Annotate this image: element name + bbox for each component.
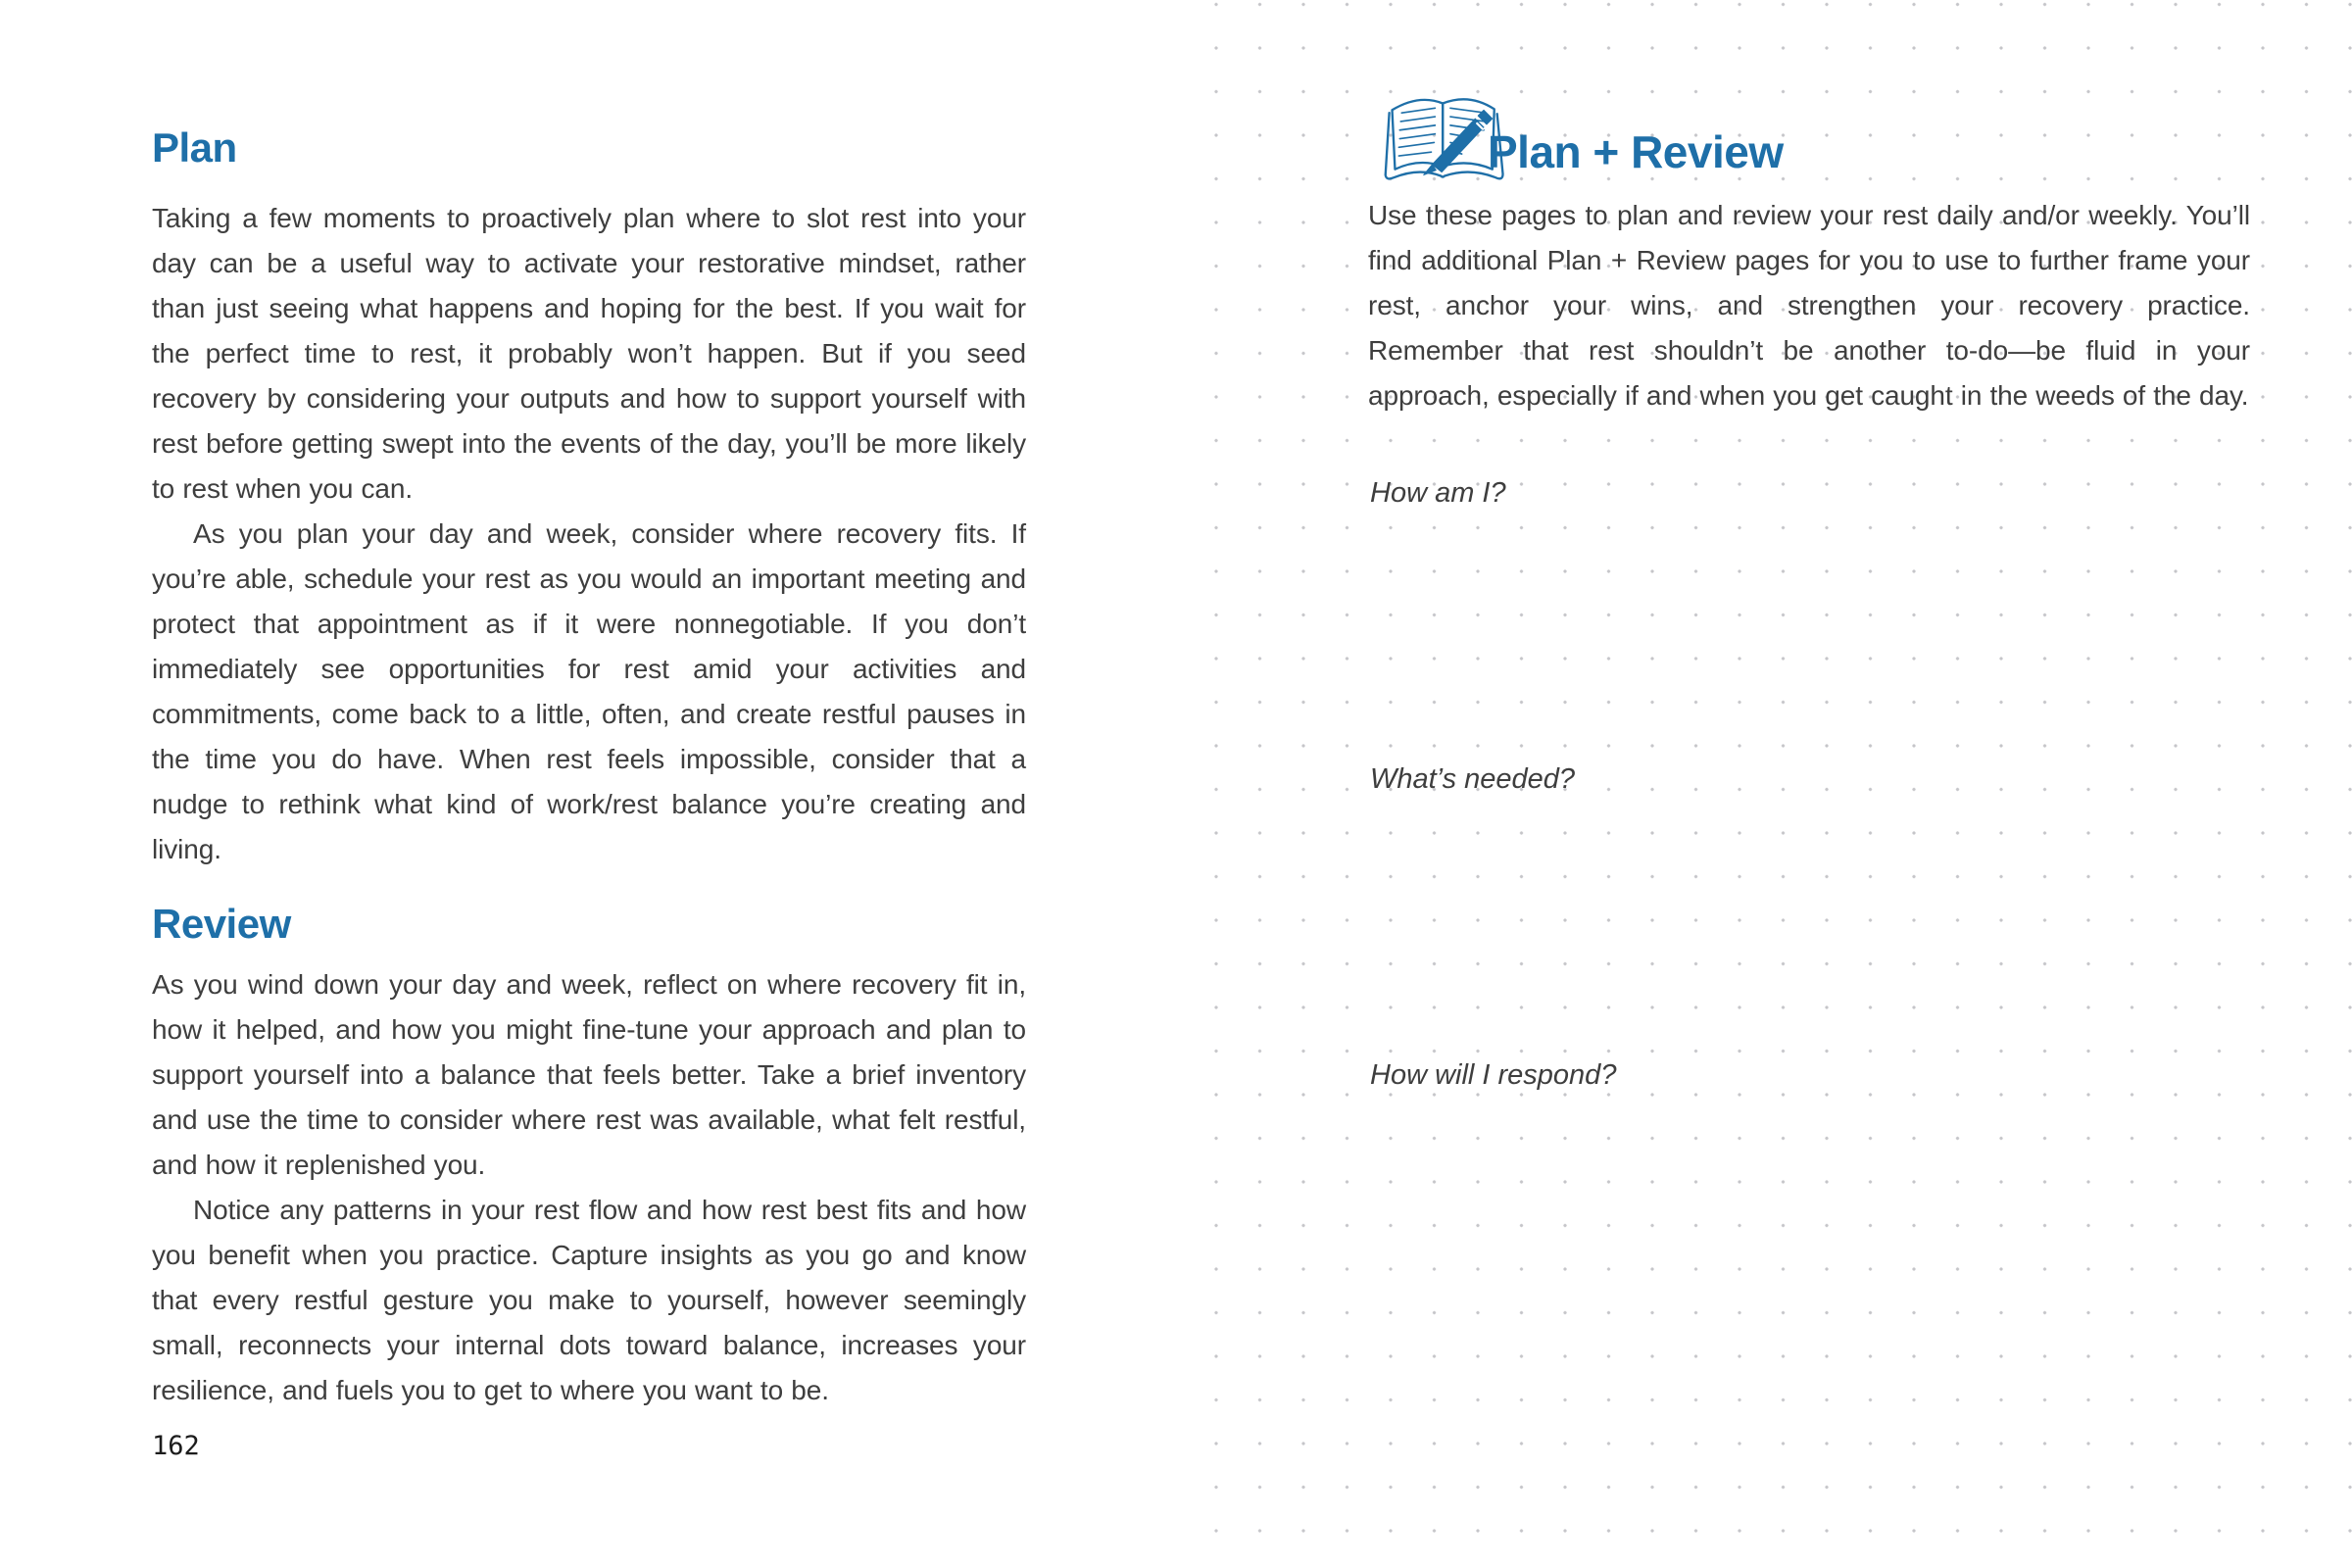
plan-paragraph-1: Taking a few moments to proactively plan where to slot rest into your day can be a useful way to activate your restorative mindset, rather than just seeing what happens and hoping for the best. If you wait for the perfect time to rest, it probably won’t happen. But if you seed recovery by considering your outputs and how to support yourself with rest before getting swept into the events of the day, you’ll be more likely to rest when you can.	[152, 203, 1026, 504]
page-title: Plan + Review	[1488, 126, 1784, 177]
prompt-how-will-i-respond: How will I respond?	[1370, 1059, 1617, 1091]
page-number: 162	[152, 1431, 200, 1461]
review-paragraph-2: Notice any patterns in your rest flow and how rest best fits and how you benefit when you practice. Capture insights as you go and know that every restful gesture you make to yourself, however seemingly small, reconnects your internal dots toward balance, increases your resilience, and fuels you to get to where you want to be.	[152, 1195, 1026, 1405]
review-section-heading: Review	[152, 901, 291, 947]
right-page-dot-grid	[1176, 0, 2352, 1568]
plan-paragraph-2: As you plan your day and week, consider where recovery fits. If you’re able, schedule your rest as you would an important meeting and protect that appointment as if it were nonnegotiable. If you don’t immediately see opportunities for rest amid your activities and commitments, come back to a little, often, and create restful pauses in the time you do have. When rest feels impossible, consider that a nudge to rethink what kind of work/rest balance you’re creating and living.	[152, 518, 1026, 864]
prompt-whats-needed: What’s needed?	[1370, 763, 1576, 795]
prompt-how-am-i: How am I?	[1370, 477, 1506, 509]
intro-paragraph: Use these pages to plan and review your rest daily and/or weekly. You’ll find additional Plan + Review pages for you to use to further frame your rest, anchor your wins, and strengthen your recovery practice. Remember that rest shouldn’t be another to-do—be fluid in your approach, especially if and when you get caught in the weeds of the day.	[1368, 200, 2250, 411]
plan-section-heading: Plan	[152, 124, 237, 171]
review-paragraph-1: As you wind down your day and week, reflect on where recovery fit in, how it helped, and how you might fine-tune your approach and plan to support yourself into a balance that feels better. Take a brief inventory and use the time to consider where rest was available, what felt restful, and how it replenished you.	[152, 969, 1026, 1180]
left-text-column	[152, 123, 1026, 1413]
